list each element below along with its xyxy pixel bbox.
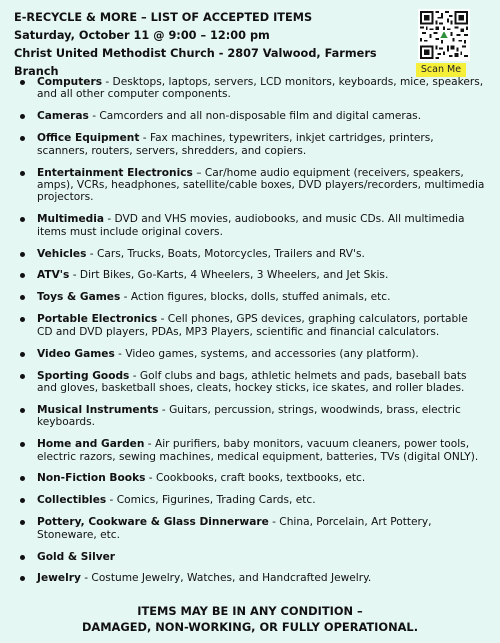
item-description: - Comics, Figurines, Trading Cards, etc. xyxy=(106,494,316,507)
bullet-icon xyxy=(20,273,25,278)
item-category: Jewelry xyxy=(37,572,81,585)
bullet-icon xyxy=(20,374,25,379)
list-item xyxy=(16,572,486,584)
bullet-icon xyxy=(20,136,25,141)
scan-me-label: Scan Me xyxy=(416,63,466,77)
bullet-icon xyxy=(20,576,25,581)
item-description: - Action figures, blocks, dolls, stuffed animals, etc. xyxy=(120,291,391,304)
bullet-icon xyxy=(20,498,25,503)
item-description: - Cell phones, GPS devices, graphing calculators, portable CD and DVD players, PDAs, MP3 Players, scientific and financial calculators. xyxy=(37,313,468,338)
item-category: Portable Electronics xyxy=(37,313,158,326)
list-item xyxy=(16,291,486,303)
qr-block xyxy=(418,9,470,77)
item-description: - Guitars, percussion, strings, woodwinds, brass, electric keyboards. xyxy=(37,403,461,429)
item-description: - Dirt Bikes, Go-Karts, 4 Wheelers, 3 Wheelers, and Jet Skis. xyxy=(69,269,389,282)
bullet-icon xyxy=(20,476,25,481)
bullet-icon xyxy=(20,252,25,257)
flyer-title: E-RECYCLE & MORE – LIST OF ACCEPTED ITEMS xyxy=(14,11,313,24)
item-description: - Cookbooks, craft books, textbooks, etc. xyxy=(145,472,366,485)
list-item xyxy=(16,213,486,238)
list-item xyxy=(16,551,486,563)
item-description: - Video games, systems, and accessories (any platform). xyxy=(114,347,419,360)
item-category: Video Games xyxy=(37,347,115,360)
item-description: - Costume Jewelry, Watches, and Handcrafted Jewelry. xyxy=(80,572,372,585)
item-category: Gold & Silver xyxy=(37,550,116,563)
condition-notice-line-1: ITEMS MAY BE IN ANY CONDITION – xyxy=(137,604,363,618)
list-item xyxy=(16,248,486,260)
bullet-icon xyxy=(20,295,25,300)
list-item xyxy=(16,438,486,463)
item-category: Office Equipment xyxy=(37,132,140,145)
list-item xyxy=(16,110,486,122)
list-item xyxy=(16,494,486,506)
item-category: Musical Instruments xyxy=(37,403,159,416)
event-date-time: Saturday, October 11 @ 9:00 – 12:00 pm xyxy=(14,29,270,42)
item-description: - DVD and VHS movies, audiobooks, and music CDs. All multimedia items must include original covers. xyxy=(37,213,465,238)
list-item xyxy=(16,370,486,395)
flyer-header xyxy=(14,9,414,81)
item-description: - Cars, Trucks, Boats, Motorcycles, Trailers and RV's. xyxy=(86,247,365,260)
list-item xyxy=(16,348,486,360)
event-location: Christ United Methodist Church - 2807 Valwood, Farmers Branch xyxy=(14,47,377,78)
list-item xyxy=(16,404,486,429)
item-category: Entertainment Electronics xyxy=(37,166,193,179)
item-description: – Car/home audio equipment (receivers, speakers, amps), VCRs, headphones, satellite/cable boxes, DVD players/recorders, multimedia projectors. xyxy=(37,166,485,204)
bullet-icon xyxy=(20,555,25,560)
list-item xyxy=(16,76,486,101)
item-category: Collectibles xyxy=(37,494,107,507)
item-category: Multimedia xyxy=(37,213,104,226)
accepted-items-list xyxy=(16,76,486,594)
item-description: - China, Porcelain, Art Pottery, Stoneware, etc. xyxy=(37,516,432,541)
list-item xyxy=(16,472,486,484)
list-item xyxy=(16,516,486,541)
item-category: Pottery, Cookware & Glass Dinnerware xyxy=(37,516,269,529)
item-category: ATV's xyxy=(37,269,70,282)
condition-notice-line-2: DAMAGED, NON-WORKING, OR FULLY OPERATIONAL. xyxy=(81,620,419,634)
item-category: Toys & Games xyxy=(37,291,121,304)
item-category: Non-Fiction Books xyxy=(37,472,146,485)
item-description: - Camcorders and all non-disposable film and digital cameras. xyxy=(88,110,422,123)
item-description: - Fax machines, typewriters, inkjet cartridges, printers, scanners, routers, servers, shredders, and copiers. xyxy=(37,132,434,157)
bullet-icon xyxy=(20,217,25,222)
item-category: Home and Garden xyxy=(37,438,145,451)
bullet-icon xyxy=(20,171,25,176)
bullet-icon xyxy=(20,520,25,525)
bullet-icon xyxy=(20,114,25,119)
item-description: - Air purifiers, baby monitors, vacuum cleaners, power tools, electric razors, sewing machines, medical equipment, batteries, TVs (digital ONLY). xyxy=(37,438,479,463)
list-item xyxy=(16,167,486,204)
item-description: - Golf clubs and bags, athletic helmets and pads, baseball bats and gloves, basketball shoes, cleats, hockey sticks, ice skates, and roller blades. xyxy=(37,369,467,394)
bullet-icon xyxy=(20,80,25,85)
condition-notice xyxy=(0,603,500,635)
item-category: Sporting Goods xyxy=(37,369,130,382)
item-description: - Desktops, laptops, servers, LCD monitors, keyboards, mice, speakers, and all other computer components. xyxy=(37,76,484,101)
qr-code-icon xyxy=(418,9,470,61)
item-category: Vehicles xyxy=(37,247,87,260)
list-item xyxy=(16,132,486,157)
bullet-icon xyxy=(20,408,25,413)
bullet-icon xyxy=(20,317,25,322)
bullet-icon xyxy=(20,352,25,357)
list-item xyxy=(16,269,486,281)
item-category: Computers xyxy=(37,76,102,88)
bullet-icon xyxy=(20,442,25,447)
item-category: Cameras xyxy=(37,110,89,123)
list-item xyxy=(16,313,486,338)
